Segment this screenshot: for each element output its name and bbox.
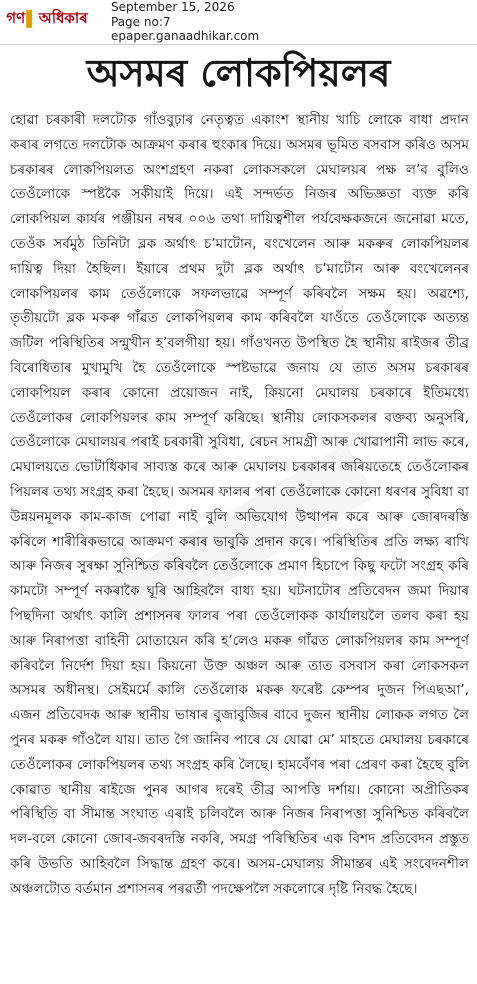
page-number: Page no:7	[111, 14, 171, 29]
newspaper-logo[interactable]	[4, 6, 90, 32]
article-headline: অসমৰ লোকপিয়লৰ	[86, 51, 391, 95]
logo-text-right: অধিকাৰ	[38, 8, 88, 27]
page-header	[0, 0, 477, 44]
publish-date: September 15, 2026	[111, 0, 235, 14]
page-meta	[111, 0, 259, 44]
epaper-url[interactable]: epaper.ganaadhikar.com	[111, 29, 260, 43]
article-body: হোৱা চৰকাৰী দলটোক গাঁওবুঢ়াৰ নেতৃত্বত একাংশ স্থানীয় খাচি লোকে বাধা প্ৰদান কৰাৰ লগতে দলটোক আক্ৰমণ কৰাৰ হুংকাৰ দিয়ে। অসমৰ ভূমিত বসবাস কৰিও অসম চৰকাৰৰ লোকপিয়লত অংশগ্ৰহণ নকৰা লোকসকলে মেঘালয়ৰ পক্ষ ল’ব বুলিও তেওঁলোকে স্পষ্টকৈ সকীয়াই দিয়ে। এই সন্দৰ্ভত নিজৰ অভিজ্ঞতা ব্যক্ত কৰি লোকপিয়ল কাৰ্যৰ পঞ্জীয়ন নম্বৰ ০০৬ তথা দায়িত্বশীল পৰ্যবেক্ষকজনে জনোৱা মতে, তেওঁক সৰ্বমুঠ তিনিটা ব্লক অৰ্থাৎ চ’মাটোন, বংখেলেন আৰু মকৰুৰ লোকপিয়লৰ দায়িত্ব দিয়া হৈছিল। ইয়াৰে প্ৰথম দুটা ব্লক অৰ্থাৎ চ’মাটোন আৰু বংখেলেনৰ লোকপিয়লৰ কাম তেওঁলোকে সফলভাৱে সম্পূৰ্ণ কৰিবলৈ সক্ষম হয়। অৱশ্যে, তৃতীয়টো ব্লক মকৰু গাঁৱত লোকপিয়লৰ কাম কৰিবলৈ যাওঁতে তেওঁলোকে অত্যন্ত জটিল পৰিস্থিতিৰ সন্মুখীন হ’বলগীয়া হয়। গাঁওখনত উপস্থিত হৈ স্থানীয় ৰাইজৰ তীব্ৰ বিৰোধিতাৰ মুখামুখি হৈ তেওঁলোকে স্পষ্টভাৱে জনায় যে তাত অসম চৰকাৰৰ লোকপিয়ল কৰাৰ কোনো প্ৰয়োজন নাই, কিয়নো মেঘালয় চৰকাৰে ইতিমধ্যে তেওঁলোকৰ লোকপিয়লৰ কাম সম্পূৰ্ণ কৰিছে। স্থানীয় লোকসকলৰ বক্তব্য অনুসৰি, তেওঁলোকে মেঘালয়ৰ পৰাই চৰকাৰী সুবিধা, ৰেচন সামগ্ৰী আৰু খোৱাপানী লাভ কৰে, মেঘালয়তে ভোটাধিকাৰ সাব্যস্ত কৰে আৰু মেঘালয় চৰকাৰৰ জৰিয়তেহে তেওঁলোকৰ পিয়লৰ তথ্য সংগ্ৰহ কৰা হৈছে। অসমৰ ফালৰ পৰা তেওঁলোকে কোনো ধৰণৰ সুবিধা বা উন্নয়নমূলক কাম-কাজ পোৱা নাই বুলি অভিযোগ উত্থাপন কৰে আৰু জোৰদৰস্তি কৰিলে শাৰীৰিকভাৱে আক্ৰমণ কৰাৰ ভাবুকি প্ৰদান কৰে। পৰিস্থিতিৰ প্ৰতি লক্ষ্য ৰাখি আৰু নিজৰ সুৰক্ষা সুনিশ্চিত কৰিবলৈ তেওঁলোকে প্ৰমাণ হিচাপে কিছু ফটো সংগ্ৰহ কৰি কামটো সম্পূৰ্ণ নকৰাকৈ ঘূৰি আহিবলৈ বাধ্য হয়। ঘটনাটোৰ প্ৰতিবেদন জমা দিয়াৰ পিছদিনা অৰ্থাৎ কালি প্ৰশাসনৰ ফালৰ পৰা তেওঁলোকক কাৰ্যালয়লৈ তলব কৰা হয় আৰু নিৰাপত্তা বাহিনী মোতায়েন কৰি হ’লেও মকৰু গাঁৱত লোকপিয়লৰ কাম সম্পূৰ্ণ কৰিবলৈ নিৰ্দেশ দিয়া হয়। কিয়নো উক্ত অঞ্চল আৰু তাত বসবাস কৰা লোকসকল অসমৰ অধীনস্থ। সেইমৰ্মে কালি তেওঁলোক মকৰু ফৰেষ্ট কেম্পৰ দুজন পিএছআ’, এজন প্ৰতিবেদক আৰু স্থানীয় ভাষাৰ বুজাবুজিৰ বাবে দুজন স্থানীয় লোকক লগত লৈ পুনৰ মকৰু গাঁওলৈ যায়। তাত গৈ জানিব পাৰে যে যোৱা মে’ মাহতে মেঘালয় চৰকাৰে তেওঁলোকৰ লোকপিয়লৰ তথ্য সংগ্ৰহ কৰি লৈছে। হামবেঁণৰ পৰা প্ৰেৰণ কৰা হৈছে বুলি কোৱাত স্থানীয় ৰাইজে পুনৰ আগৰ দৰেই তীব্ৰ আপত্তি দৰ্শায়। কোনো অপ্ৰীতিকৰ পৰিস্থিতি বা সীমান্ত সংঘাত এৰাই চলিবলৈ আৰু নিজৰ নিৰাপত্তা সুনিশ্চিত কৰিবলৈ দল-বলে কোনো জোৰ-জবৰদস্তি নকৰি, সমগ্ৰ পৰিস্থিতিৰ এক বিশদ প্ৰতিবেদন প্ৰস্তুত কৰি উভতি আহিবলৈ সিদ্ধান্ত গ্ৰহণ কৰে। অসম-মেঘালয় সীমান্তৰ এই সংবেদনশীল অঞ্চলটোত বৰ্তমান প্ৰশাসনৰ পৰৱৰ্তী পদক্ষেপলৈ সকলোৰে দৃষ্টি নিবদ্ধ হৈছে।	[10, 112, 469, 897]
logo-mark-icon: ▌	[26, 10, 38, 28]
logo-text-left: গণ	[6, 8, 26, 27]
